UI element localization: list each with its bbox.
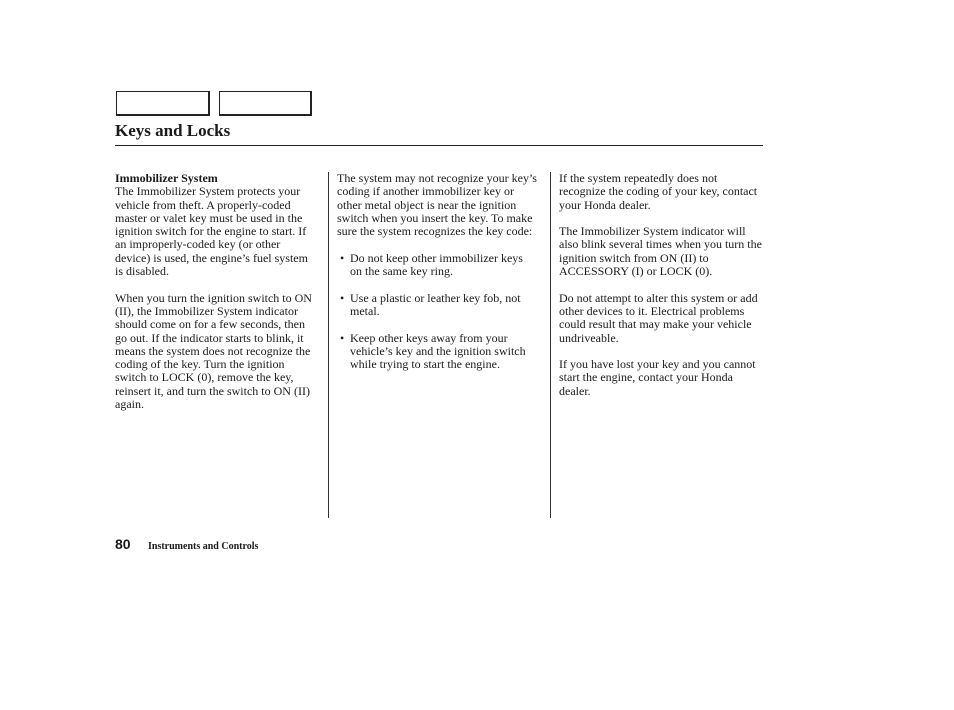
footer-section-label: Instruments and Controls	[148, 541, 259, 552]
list-item-text: Do not keep other immobilizer keys on the same key ring.	[350, 250, 523, 279]
paragraph: Do not attempt to alter this system or add other devices to it. Electrical problems could result that may make your vehicle undriveable.	[559, 290, 758, 345]
paragraph: The Immobilizer System indicator will also blink several times when you turn the ignition switch from ON (II) to ACCESSORY (I) or LOCK (0).	[559, 224, 762, 279]
column-2	[337, 172, 537, 385]
paragraph: The Immobilizer System protects your vehicle from theft. A properly-coded master or valet key must be used in the ignition switch for the engine to start. If an improperly-coded key (or other device) is used, the engine’s fuel system is disabled.	[115, 184, 308, 279]
bullet-icon: •	[340, 250, 345, 265]
list-item-text: Use a plastic or leather key fob, not metal.	[350, 290, 521, 318]
column-divider	[550, 172, 551, 518]
column-divider	[328, 172, 329, 518]
list-item	[337, 252, 537, 279]
immobilizer-heading: Immobilizer System	[115, 171, 218, 185]
previous-page-button[interactable]	[116, 91, 210, 116]
paragraph: The system may not recognize your key’s coding if another immobilizer key or other metal object is near the ignition switch when you insert the key. To make sure the system recognizes the key code:	[337, 171, 537, 239]
paragraph: When you turn the ignition switch to ON (II), the Immobilizer System indicator should come on for a few seconds, then go out. If the indicator starts to blink, it means the system does not recognize the coding of the key. Turn the ignition switch to LOCK (0), remove the key, reinsert it, and turn the switch to ON (II) again.	[115, 290, 312, 412]
list-item-text: Keep other keys away from your vehicle’s key and the ignition switch while trying to start the engine.	[350, 330, 526, 372]
page-title: Keys and Locks	[115, 121, 231, 140]
paragraph: If the system repeatedly does not recognize the coding of your key, contact your Honda dealer.	[559, 171, 758, 212]
bullet-icon: •	[340, 290, 345, 305]
next-page-button[interactable]	[219, 91, 312, 116]
page-number: 80	[115, 536, 131, 552]
title-divider	[115, 145, 763, 146]
column-1	[115, 172, 318, 425]
list-item	[337, 292, 537, 319]
paragraph: If you have lost your key and you cannot start the engine, contact your Honda dealer.	[559, 357, 756, 398]
column-3	[559, 172, 765, 411]
bullet-icon: •	[340, 330, 345, 345]
tips-list	[337, 252, 537, 372]
list-item	[337, 332, 537, 372]
